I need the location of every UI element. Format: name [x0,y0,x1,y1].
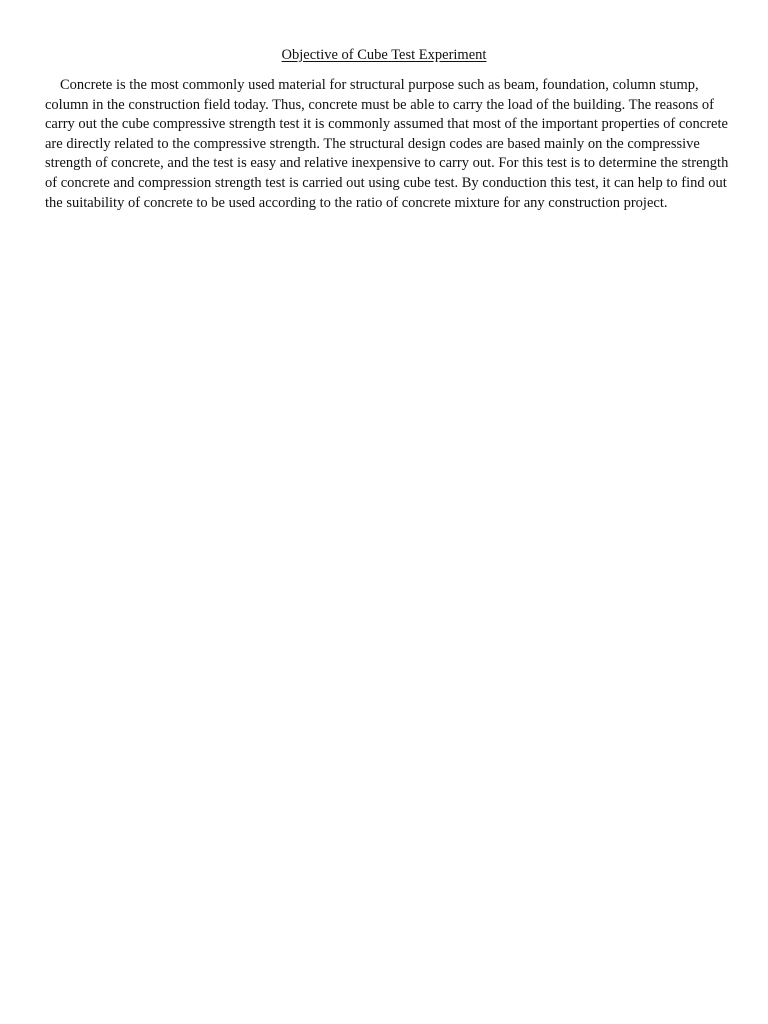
document-title: Objective of Cube Test Experiment [281,47,487,63]
document-body-paragraph: Concrete is the most commonly used material for structural purpose such as beam, foundation, column stump, column in the construction field today. Thus, concrete must be able to carry the load of the building. The reasons of carry out the cube compressive strength test it is commonly assumed that most of the important properties of concrete are directly related to the compressive strength. The structural design codes are based mainly on the compressive strength of concrete, and the test is easy and relative inexpensive to carry out. For this test is to determine the strength of concrete and compression strength test is carried out using cube test. By conduction this test, it can help to find out the suitability of concrete to be used according to the ratio of concrete mixture for any construction project. [45,77,729,211]
